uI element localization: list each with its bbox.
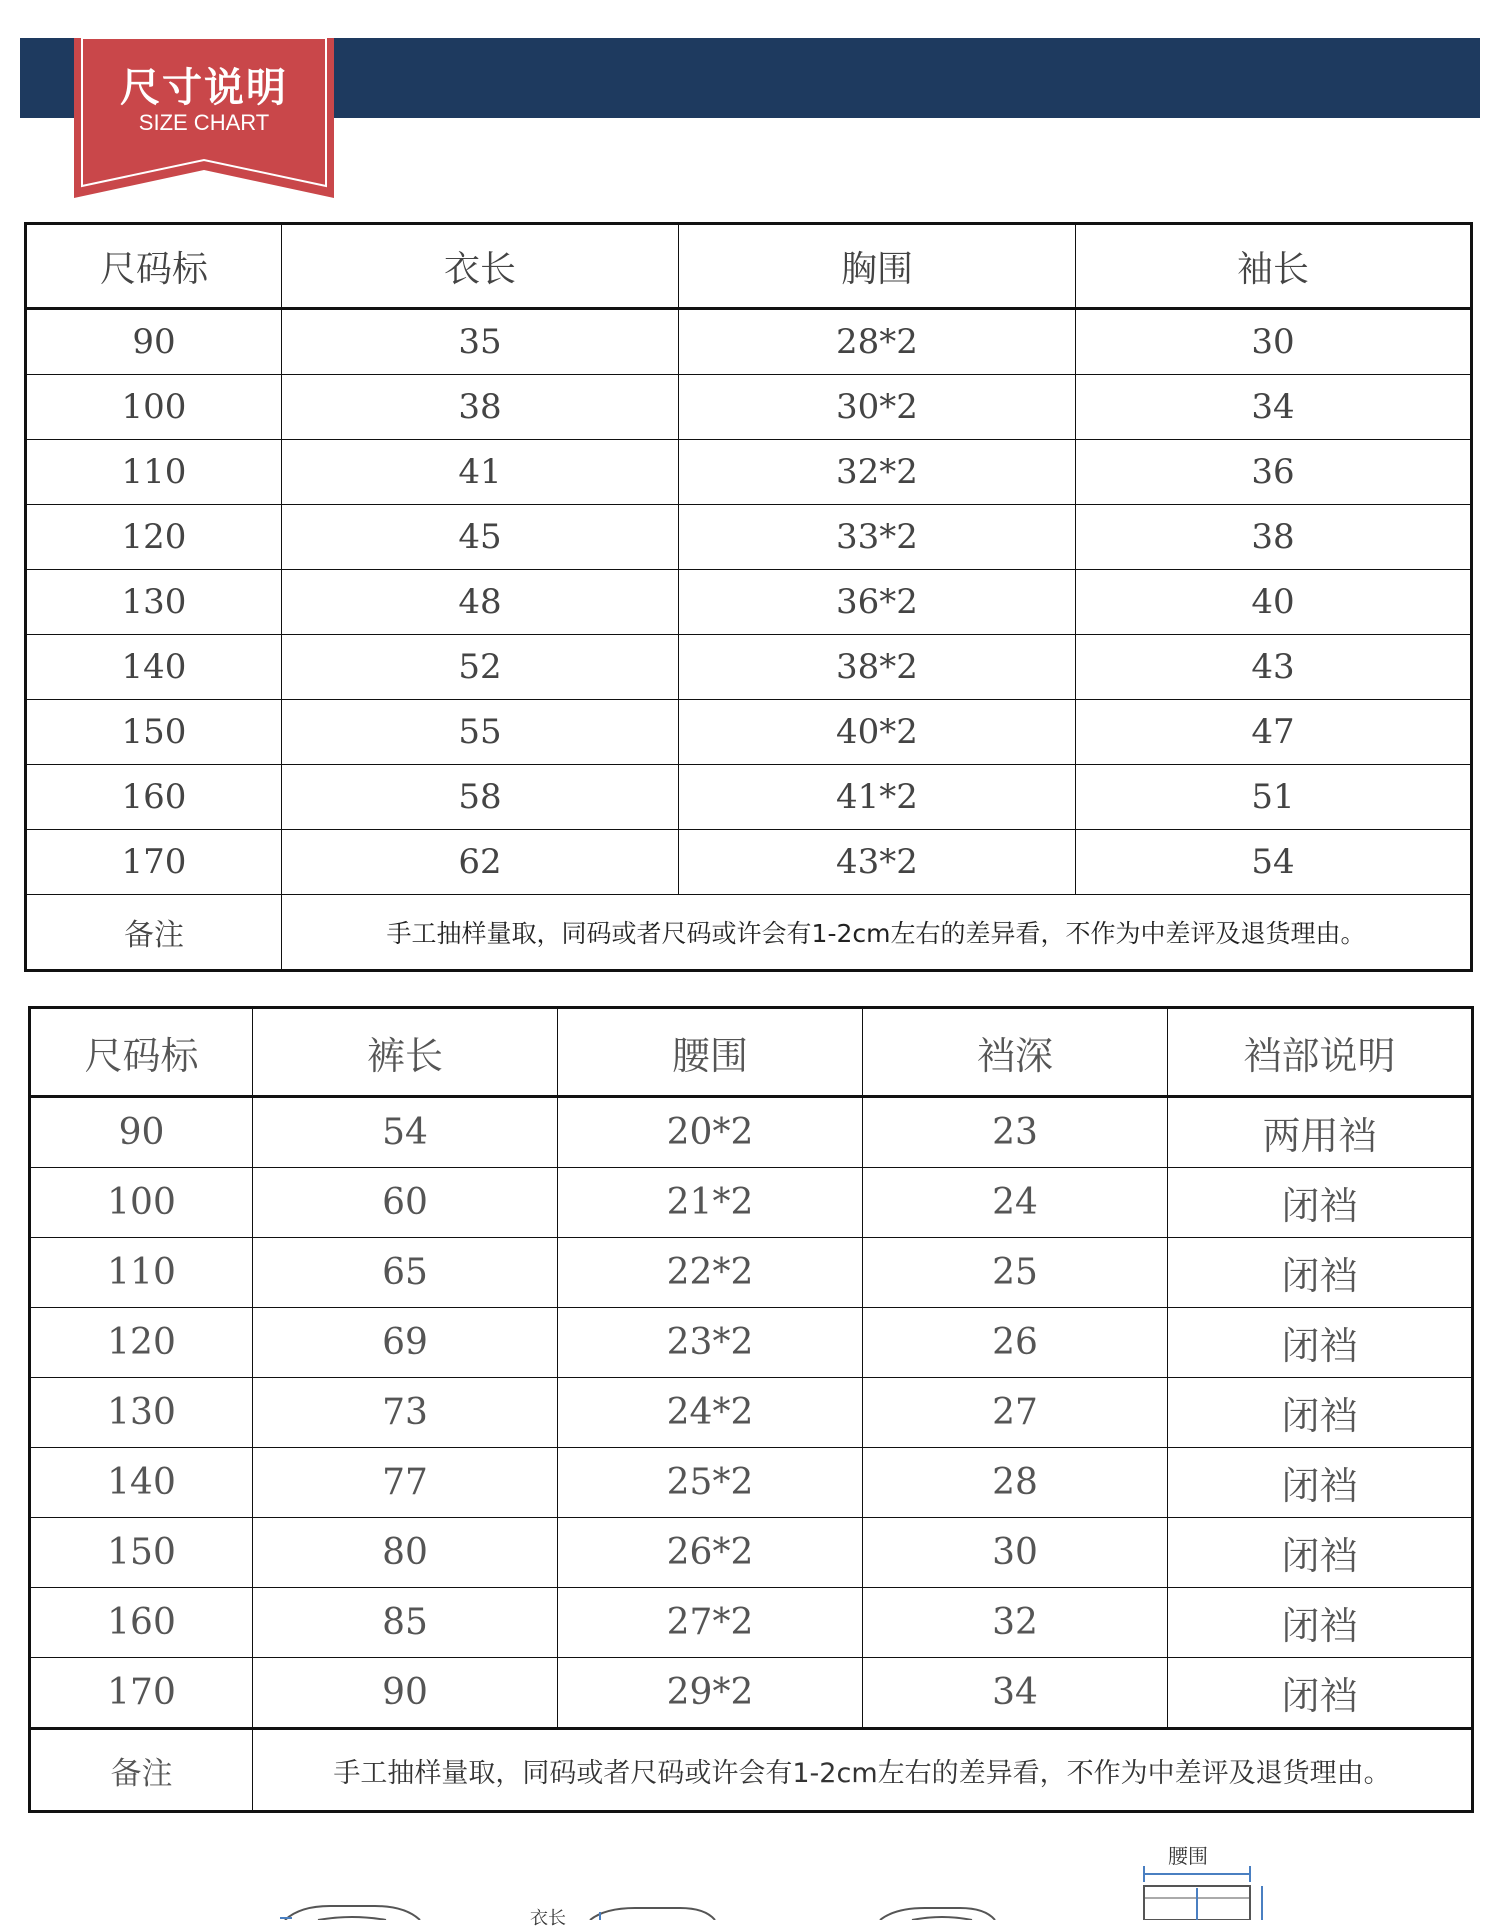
table-cell: 32 (863, 1588, 1168, 1658)
page-subtitle: SIZE CHART (138, 110, 270, 135)
table-cell: 38*2 (679, 635, 1076, 700)
table-cell: 30 (863, 1518, 1168, 1588)
table-row (26, 309, 1472, 375)
header-crotch-type: 裆部说明 (1168, 1008, 1473, 1097)
table-cell: 130 (30, 1378, 253, 1448)
header-size: 尺码标 (30, 1008, 253, 1097)
header-sleeve: 袖长 (1076, 224, 1472, 309)
table-cell: 120 (26, 505, 282, 570)
header-waist: 腰围 (558, 1008, 863, 1097)
table-cell: 38 (1076, 505, 1472, 570)
table-cell: 闭裆 (1168, 1168, 1473, 1238)
table-cell: 40*2 (679, 700, 1076, 765)
table-cell: 闭裆 (1168, 1448, 1473, 1518)
table-cell: 闭裆 (1168, 1378, 1473, 1448)
table-cell: 25*2 (558, 1448, 863, 1518)
bottom-size-table (28, 1006, 1474, 1813)
table-cell: 36*2 (679, 570, 1076, 635)
table-cell: 30 (1076, 309, 1472, 375)
table-cell: 两用裆 (1168, 1097, 1473, 1168)
table-row (30, 1168, 1473, 1238)
table-row (30, 1448, 1473, 1518)
length-label: 衣长 (530, 1908, 566, 1929)
table-cell: 20*2 (558, 1097, 863, 1168)
table-cell: 41 (282, 440, 679, 505)
page-title: 尺寸说明 (120, 65, 288, 111)
table-cell: 85 (253, 1588, 558, 1658)
note-row (26, 895, 1472, 971)
table-cell: 闭裆 (1168, 1518, 1473, 1588)
table-cell: 23*2 (558, 1308, 863, 1378)
table-cell: 90 (26, 309, 282, 375)
table-cell: 22*2 (558, 1238, 863, 1308)
table-cell: 130 (26, 570, 282, 635)
table-row (26, 765, 1472, 830)
table-row (26, 830, 1472, 895)
table-cell: 26 (863, 1308, 1168, 1378)
table-cell: 73 (253, 1378, 558, 1448)
table-cell: 27 (863, 1378, 1168, 1448)
table-cell: 52 (282, 635, 679, 700)
table-cell: 34 (863, 1658, 1168, 1729)
table-cell: 160 (30, 1588, 253, 1658)
table-cell: 90 (30, 1097, 253, 1168)
header-length: 衣长 (282, 224, 679, 309)
table-cell: 43 (1076, 635, 1472, 700)
garment-outline-icons (0, 1830, 1500, 1920)
table-cell: 40 (1076, 570, 1472, 635)
table-cell: 28 (863, 1448, 1168, 1518)
table-cell: 26*2 (558, 1518, 863, 1588)
table-cell: 闭裆 (1168, 1588, 1473, 1658)
table-cell: 47 (1076, 700, 1472, 765)
table-cell: 54 (253, 1097, 558, 1168)
table-row (26, 375, 1472, 440)
table-row (26, 440, 1472, 505)
table-row (26, 635, 1472, 700)
top-size-table (24, 222, 1473, 972)
table-cell: 69 (253, 1308, 558, 1378)
header-chest: 胸围 (679, 224, 1076, 309)
table-cell: 24*2 (558, 1378, 863, 1448)
table-row (26, 700, 1472, 765)
header-crotch-depth: 裆深 (863, 1008, 1168, 1097)
table-cell: 65 (253, 1238, 558, 1308)
table-cell: 41*2 (679, 765, 1076, 830)
table-cell: 90 (253, 1658, 558, 1729)
waist-label: 腰围 (1168, 1844, 1208, 1868)
note-text: 手工抽样量取，同码或者尺码或许会有1-2cm左右的差异看，不作为中差评及退货理由。 (253, 1729, 1473, 1812)
table-cell: 150 (26, 700, 282, 765)
table-cell: 100 (26, 375, 282, 440)
note-label: 备注 (30, 1729, 253, 1812)
table-cell: 58 (282, 765, 679, 830)
table-cell: 23 (863, 1097, 1168, 1168)
table-cell: 28*2 (679, 309, 1076, 375)
table-cell: 80 (253, 1518, 558, 1588)
table-cell: 170 (26, 830, 282, 895)
table-cell: 27*2 (558, 1588, 863, 1658)
header-size: 尺码标 (26, 224, 282, 309)
header-pants-length: 裤长 (253, 1008, 558, 1097)
table-cell: 38 (282, 375, 679, 440)
table-cell: 35 (282, 309, 679, 375)
table-cell: 36 (1076, 440, 1472, 505)
table-cell: 24 (863, 1168, 1168, 1238)
table-header-row (26, 224, 1472, 309)
table-cell: 77 (253, 1448, 558, 1518)
table-row (26, 505, 1472, 570)
table-cell: 140 (26, 635, 282, 700)
table-cell: 55 (282, 700, 679, 765)
table-cell: 45 (282, 505, 679, 570)
table-cell: 150 (30, 1518, 253, 1588)
table-row (30, 1658, 1473, 1729)
table-cell: 34 (1076, 375, 1472, 440)
table-cell: 21*2 (558, 1168, 863, 1238)
table-row (30, 1588, 1473, 1658)
garment-diagrams (0, 1830, 1500, 1920)
table-cell: 29*2 (558, 1658, 863, 1729)
table-row (30, 1518, 1473, 1588)
table-cell: 170 (30, 1658, 253, 1729)
table-cell: 60 (253, 1168, 558, 1238)
note-text: 手工抽样量取，同码或者尺码或许会有1-2cm左右的差异看，不作为中差评及退货理由。 (282, 895, 1472, 971)
table-cell: 48 (282, 570, 679, 635)
table-row (30, 1097, 1473, 1168)
table-cell: 闭裆 (1168, 1238, 1473, 1308)
table-cell: 54 (1076, 830, 1472, 895)
table-cell: 62 (282, 830, 679, 895)
table-cell: 51 (1076, 765, 1472, 830)
table-cell: 110 (30, 1238, 253, 1308)
table-row (30, 1308, 1473, 1378)
table-cell: 140 (30, 1448, 253, 1518)
table-row (30, 1378, 1473, 1448)
table-cell: 160 (26, 765, 282, 830)
table-cell: 120 (30, 1308, 253, 1378)
table-cell: 闭裆 (1168, 1658, 1473, 1729)
table-row (30, 1238, 1473, 1308)
table-cell: 110 (26, 440, 282, 505)
size-chart-ribbon (74, 38, 334, 198)
table-cell: 25 (863, 1238, 1168, 1308)
table-cell: 43*2 (679, 830, 1076, 895)
table-cell: 32*2 (679, 440, 1076, 505)
table-cell: 33*2 (679, 505, 1076, 570)
table-cell: 30*2 (679, 375, 1076, 440)
table-cell: 闭裆 (1168, 1308, 1473, 1378)
note-label: 备注 (26, 895, 282, 971)
note-row (30, 1729, 1473, 1812)
table-row (26, 570, 1472, 635)
table-cell: 100 (30, 1168, 253, 1238)
table-header-row (30, 1008, 1473, 1097)
